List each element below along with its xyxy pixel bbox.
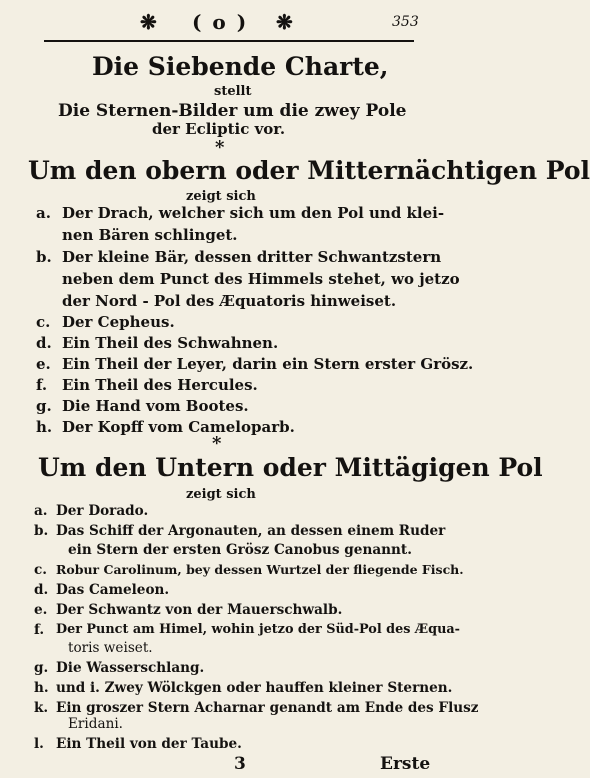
item-text: Ein Theil der Leyer, darin ein Stern erster Grösz. xyxy=(62,355,474,373)
item-letter: f. xyxy=(34,622,45,638)
item-text: Eridani. xyxy=(68,716,123,732)
page-title: Die Siebende Charte, xyxy=(92,52,389,81)
item-text: nen Bären schlinget. xyxy=(62,226,238,244)
item-text: Robur Carolinum, bey dessen Wurtzel der fliegende Fisch. xyxy=(56,562,464,577)
item-letter: k. xyxy=(34,700,49,716)
item-letter: g. xyxy=(36,397,52,415)
item-letter: c. xyxy=(36,313,51,331)
section2-subheading: zeigt sich xyxy=(186,487,256,502)
list-item xyxy=(0,503,462,525)
item-text: Ein Theil des Schwahnen. xyxy=(62,334,279,352)
list-item xyxy=(0,680,462,702)
section1-heading: Um den obern oder Mitternächtigen Pol xyxy=(28,156,590,185)
list-item-continuation xyxy=(0,270,462,292)
item-letter: h. xyxy=(36,418,53,436)
item-text: und i. Zwey Wölckgen oder hauffen kleiner Sternen. xyxy=(56,680,453,696)
item-text: ein Stern der ersten Grösz Canobus genannt. xyxy=(68,542,412,558)
header-ornament-left-icon: ❋ xyxy=(140,10,163,34)
list-item-continuation xyxy=(0,716,462,738)
list-item xyxy=(0,355,474,377)
item-text: Der Drach, welcher sich um den Pol und klei- xyxy=(62,204,445,222)
list-item-continuation xyxy=(0,292,462,314)
item-text: toris weiset. xyxy=(68,640,153,656)
list-item xyxy=(0,334,462,356)
item-letter: h. xyxy=(34,680,49,696)
header-ornament-right-icon: ❋ xyxy=(276,10,299,34)
list-item xyxy=(0,397,462,419)
item-letter: l. xyxy=(34,736,44,752)
item-text: Der Kopff vom Cameloparb. xyxy=(62,418,295,436)
list-item xyxy=(0,602,462,624)
list-item xyxy=(0,660,462,682)
list-item xyxy=(0,562,462,584)
title-subtitle-2: der Ecliptic vor. xyxy=(152,120,286,138)
item-letter: d. xyxy=(34,582,49,598)
section-separator-star-icon: * xyxy=(215,137,225,158)
item-text: Die Hand vom Bootes. xyxy=(62,397,249,415)
signature-mark: 3 xyxy=(234,754,246,774)
item-text: der Nord - Pol des Æquatoris hinweiset. xyxy=(62,292,397,310)
item-text: neben dem Punct des Himmels stehet, wo jetzo xyxy=(62,270,460,288)
section-separator-star-icon: * xyxy=(212,433,222,454)
list-item xyxy=(0,418,462,440)
list-item xyxy=(0,313,462,335)
page-number: 353 xyxy=(392,14,419,30)
item-letter: g. xyxy=(34,660,49,676)
title-stellt: stellt xyxy=(214,84,252,99)
item-text: Die Wasserschlang. xyxy=(56,660,205,676)
item-letter: d. xyxy=(36,334,52,352)
item-text: Der Schwantz von der Mauerschwalb. xyxy=(56,602,343,618)
item-text: Ein groszer Stern Acharnar genandt am Ende des Flusz xyxy=(56,700,479,716)
item-text: Das Cameleon. xyxy=(56,582,170,598)
item-text: Der kleine Bär, dessen dritter Schwantzstern xyxy=(62,248,442,266)
item-text: Der Dorado. xyxy=(56,503,149,519)
list-item xyxy=(0,248,462,270)
item-letter: f. xyxy=(36,376,48,394)
item-text: Der Cepheus. xyxy=(62,313,175,331)
item-letter: e. xyxy=(34,602,48,618)
item-letter: e. xyxy=(36,355,51,373)
list-item-continuation xyxy=(0,226,462,248)
header-center-mark: ( o ) xyxy=(192,10,249,34)
item-letter: a. xyxy=(36,204,51,222)
list-item xyxy=(0,376,462,398)
item-text: Ein Theil des Hercules. xyxy=(62,376,258,394)
item-text: Das Schiff der Argonauten, an dessen einem Ruder xyxy=(56,523,446,539)
item-letter: b. xyxy=(34,523,49,539)
catchword: Erste xyxy=(380,754,431,774)
list-item-continuation xyxy=(0,542,462,564)
section2-heading: Um den Untern oder Mittägigen Pol xyxy=(38,453,543,482)
item-letter: a. xyxy=(34,503,48,519)
header-rule xyxy=(44,40,414,42)
list-item xyxy=(0,204,462,226)
item-letter: b. xyxy=(36,248,52,266)
title-subtitle: Die Sternen-Bilder um die zwey Pole xyxy=(58,101,407,121)
section1-subheading: zeigt sich xyxy=(186,189,256,204)
item-text: Der Punct am Himel, wohin jetzo der Süd-Pol des Æqua- xyxy=(56,622,460,637)
item-text: Ein Theil von der Taube. xyxy=(56,736,242,752)
item-letter: c. xyxy=(34,562,48,578)
list-item xyxy=(0,582,462,604)
list-item-continuation xyxy=(0,640,462,662)
